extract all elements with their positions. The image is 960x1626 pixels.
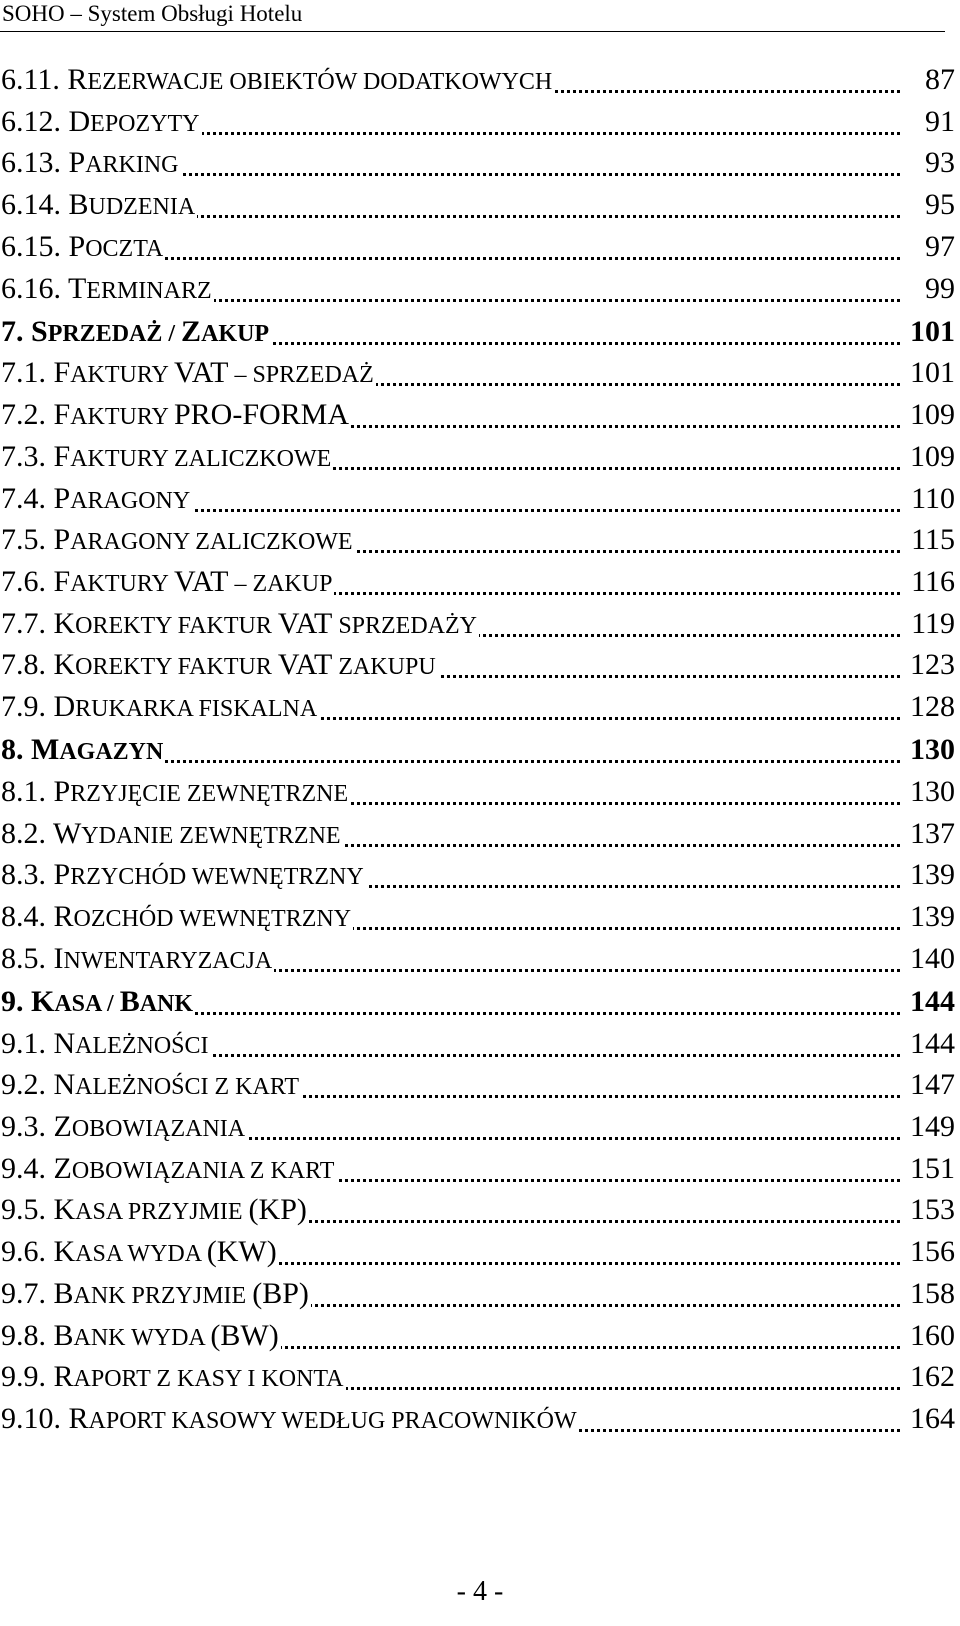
toc-entry-initial: R — [68, 1401, 89, 1435]
toc-entry-label-2: – ZAKUP — [228, 570, 333, 597]
toc-entry[interactable] — [0, 562, 960, 602]
toc-entry-initial: S — [31, 314, 48, 348]
toc-entry-initial: F — [53, 356, 71, 390]
toc-entry-label: AGAZYN — [59, 739, 164, 766]
toc-entry[interactable] — [0, 520, 960, 560]
toc-entry-title — [1, 645, 438, 687]
toc-entry[interactable] — [0, 102, 960, 142]
toc-entry-number: 7. — [1, 314, 24, 348]
toc-entry-page: 139 — [907, 897, 955, 937]
toc-entry-title — [1, 185, 197, 227]
toc-entry-title — [1, 1232, 279, 1274]
toc-entry-number: 7.6. — [1, 564, 46, 598]
toc-entry-title — [1, 730, 165, 772]
toc-entry-number: 8.2. — [1, 816, 46, 850]
toc-entry-page: 156 — [907, 1232, 955, 1272]
toc-entry[interactable] — [0, 1274, 960, 1314]
toc-entry-page: 164 — [907, 1399, 955, 1439]
toc-entry-label: OBOWIĄZANIA Z KART — [71, 1157, 335, 1184]
toc-entry-label: OZCHÓD WEWNĘTRZNY — [73, 906, 352, 932]
toc-entry-label: EZERWACJE OBIEKTÓW DODATKOWYCH — [87, 69, 553, 95]
toc-entry-title — [1, 143, 181, 185]
toc-entry-title — [1, 395, 351, 437]
toc-entry-number: 9.1. — [1, 1026, 46, 1060]
toc-entry-label: NWENTARYZACJA — [63, 947, 273, 974]
toc-entry-number: 8.5. — [1, 941, 46, 975]
toc-entry[interactable] — [0, 269, 960, 309]
toc-entry-label: RZYCHÓD WEWNĘTRZNY — [70, 864, 364, 891]
toc-entry-label: ANK PRZYJMIE — [73, 1282, 253, 1309]
toc-entry-label: AKTURY — [70, 570, 174, 597]
page-header — [0, 0, 945, 32]
toc-entry-initial: P — [53, 774, 71, 808]
toc-entry-initial-2: B — [119, 984, 140, 1018]
toc-entry-initial: F — [53, 564, 71, 598]
toc-entry-number: 7.9. — [1, 690, 46, 723]
toc-entry-title — [1, 814, 343, 856]
toc-entry-page: 128 — [907, 687, 955, 727]
toc-entry-initial-2: Z — [181, 314, 202, 348]
toc-entry-title — [1, 520, 355, 562]
toc-entry-title — [1, 1107, 247, 1149]
toc-entry-number: 7.2. — [1, 398, 46, 432]
toc-entry-number: 9.5. — [1, 1193, 46, 1227]
toc-entry-number: 9. — [1, 984, 24, 1018]
toc-entry-label: AKTURY — [70, 362, 174, 389]
toc-entry-initial: P — [53, 858, 71, 892]
toc-entry-initial: P — [53, 523, 71, 557]
toc-entry-title — [1, 1190, 309, 1232]
toc-entry-title — [1, 102, 202, 144]
toc-entry[interactable] — [0, 855, 960, 895]
toc-entry-number: 9.3. — [1, 1110, 46, 1143]
toc-entry-initial: K — [53, 648, 76, 682]
toc-entry-initial: K — [53, 1193, 76, 1227]
toc-entry[interactable] — [0, 143, 960, 183]
toc-entry-page: 95 — [922, 185, 955, 225]
toc-entry-page: 139 — [907, 855, 955, 895]
toc-entry-label-2: SPRZEDAŻY — [332, 612, 477, 639]
toc-entry-number: 6.16. — [1, 271, 61, 305]
toc-entry[interactable] — [0, 479, 960, 519]
toc-entry-page: 144 — [907, 982, 955, 1022]
toc-entry-number: 9.4. — [1, 1151, 46, 1185]
toc-entry-initial: B — [53, 1318, 74, 1352]
toc-entry-page: 144 — [907, 1024, 955, 1064]
toc-entry-initial: F — [53, 439, 71, 473]
toc-entry-initial-2: (BW) — [210, 1318, 279, 1352]
toc-entry-initial: N — [53, 1026, 76, 1060]
toc-entry-initial: P — [68, 229, 86, 263]
toc-entry-number: 7.1. — [1, 356, 46, 390]
toc-entry-title — [1, 855, 366, 897]
toc-entry-page: 93 — [922, 143, 955, 183]
toc-entry-number: 9.8. — [1, 1318, 46, 1352]
toc-entry-label: APORT KASOWY WEDŁUG PRACOWNIKÓW — [88, 1407, 577, 1434]
toc-entry-title — [1, 982, 195, 1024]
toc-entry-initial-2: (KP) — [248, 1193, 307, 1227]
toc-entry-title — [1, 687, 319, 729]
toc-entry-initial-2: (KW) — [206, 1235, 277, 1269]
toc-entry[interactable] — [0, 730, 960, 770]
header-title: SOHO – System Obsługi Hotelu — [2, 1, 303, 26]
toc-entry-label: ARAGONY ZALICZKOWE — [70, 529, 353, 556]
toc-entry-label: ASA / — [54, 990, 120, 1017]
toc-entry-label: ASA WYDA — [75, 1241, 207, 1268]
toc-entry[interactable] — [0, 604, 960, 644]
toc-entry-label-2: – SPRZEDAŻ — [228, 362, 374, 389]
toc-entry-initial: T — [67, 271, 87, 305]
toc-entry[interactable] — [0, 395, 960, 435]
toc-entry-label: PRZEDAŻ / — [47, 320, 182, 347]
toc-entry[interactable] — [0, 814, 960, 854]
toc-entry-initial: W — [52, 816, 82, 850]
toc-entry-initial: N — [53, 1068, 76, 1102]
toc-entry-initial: K — [53, 606, 76, 640]
toc-entry-initial: P — [53, 481, 71, 515]
toc-entry-number: 9.6. — [1, 1235, 46, 1269]
toc-entry-title — [1, 269, 214, 311]
toc-entry-label: OBOWIĄZANIA — [71, 1116, 246, 1142]
toc-entry-title — [1, 1065, 301, 1107]
toc-entry-label: AKTURY ZALICZKOWE — [70, 445, 332, 472]
toc-entry-title — [1, 772, 350, 814]
toc-entry-initial-2: VAT — [277, 606, 333, 640]
toc-entry-label: ARKING — [85, 152, 179, 179]
toc-entry-number: 7.7. — [1, 606, 46, 640]
toc-entry-label-2: ANK — [139, 990, 194, 1017]
toc-entry-label: EPOZYTY — [90, 110, 200, 137]
toc-entry-initial-2: (BP) — [252, 1276, 309, 1310]
toc-entry-initial-2: PRO-FORMA — [173, 398, 350, 432]
toc-entry[interactable] — [0, 772, 960, 812]
toc-entry[interactable] — [0, 1065, 960, 1105]
toc-entry[interactable] — [0, 1357, 960, 1397]
toc-entry[interactable] — [0, 60, 960, 100]
toc-entry[interactable] — [0, 1232, 960, 1272]
toc-entry-label-2: ZAKUPU — [332, 654, 436, 681]
toc-entry[interactable] — [0, 1024, 960, 1064]
toc-entry-page: 153 — [907, 1190, 955, 1230]
toc-entry-title — [1, 604, 479, 646]
toc-entry-label: RUKARKA FISKALNA — [75, 696, 318, 722]
toc-entry-initial: F — [53, 398, 71, 432]
toc-entry-label: UDZENIA — [88, 194, 196, 221]
toc-entry-label: ASA PRZYJMIE — [75, 1199, 249, 1226]
toc-entry[interactable] — [0, 939, 960, 979]
toc-entry-title — [1, 1399, 579, 1441]
toc-entry-page: 130 — [907, 730, 955, 770]
toc-entry-number: 7.5. — [1, 523, 46, 557]
toc-entry-title — [1, 437, 333, 479]
toc-entry-initial: K — [31, 984, 55, 1018]
toc-entry-page: 119 — [908, 604, 955, 644]
toc-entry[interactable] — [0, 645, 960, 685]
toc-entry-title — [1, 1149, 336, 1191]
toc-entry-number: 8.3. — [1, 858, 46, 892]
toc-entry-page: 97 — [922, 227, 955, 267]
toc-entry-number: 9.10. — [1, 1401, 61, 1435]
toc-entry[interactable] — [0, 437, 960, 477]
toc-entry-label: OREKTY FAKTUR — [75, 654, 278, 681]
toc-entry[interactable] — [0, 1399, 960, 1439]
toc-entry-page: 149 — [907, 1107, 955, 1147]
toc-entry-label: ANK WYDA — [73, 1324, 211, 1351]
toc-entry-page: 109 — [907, 395, 955, 435]
toc-entry[interactable] — [0, 312, 960, 352]
toc-entry-label-2: AKUP — [201, 320, 270, 347]
toc-entry-title — [1, 1316, 281, 1358]
toc-entry-title — [1, 60, 554, 102]
toc-entry-page: 162 — [907, 1357, 955, 1397]
toc-entry-number: 6.12. — [1, 104, 61, 138]
toc-entry-initial-2: VAT — [173, 564, 229, 598]
toc-entry-initial: K — [53, 1235, 76, 1269]
toc-entry-title — [1, 1274, 311, 1316]
toc-entry-page: 109 — [907, 437, 955, 477]
toc-entry-number: 6.14. — [1, 188, 61, 222]
toc-entry-label: AKTURY — [70, 404, 174, 431]
toc-entry-initial: D — [53, 690, 76, 723]
toc-entry-initial: R — [53, 900, 74, 933]
toc-entry-page: 87 — [922, 60, 955, 100]
toc-entry-number: 7.3. — [1, 439, 46, 473]
toc-entry-number: 8.4. — [1, 900, 46, 933]
toc-entry-page: 123 — [907, 645, 955, 685]
toc-entry-label: ARAGONY — [70, 487, 191, 514]
toc-entry[interactable] — [0, 1316, 960, 1356]
toc-entry-page: 110 — [908, 479, 955, 519]
footer-page-number: - 4 - — [456, 1576, 504, 1607]
toc-entry-page: 158 — [907, 1274, 955, 1314]
page-footer — [0, 1575, 960, 1609]
toc-entry-initial: M — [31, 733, 60, 767]
toc-entry-number: 9.2. — [1, 1068, 46, 1102]
toc-entry-page: 147 — [907, 1065, 955, 1105]
toc-entry-initial: Z — [53, 1151, 72, 1185]
toc-entry-page: 101 — [907, 353, 955, 393]
toc-entry-number: 9.9. — [1, 1360, 46, 1394]
toc-entry-page: 151 — [907, 1149, 955, 1189]
toc-entry-number: 7.4. — [1, 481, 46, 515]
toc-entry-label: APORT Z KASY I KONTA — [73, 1366, 344, 1393]
toc-entry[interactable] — [0, 353, 960, 393]
toc-entry[interactable] — [0, 1190, 960, 1230]
toc-entry-initial: Z — [53, 1110, 72, 1143]
toc-entry[interactable] — [0, 1149, 960, 1189]
toc-entry-title — [1, 939, 274, 981]
toc-entry-title — [1, 1357, 346, 1399]
toc-entry-initial: D — [68, 104, 91, 138]
toc-entry-label: YDANIE ZEWNĘTRZNE — [81, 822, 341, 849]
toc-entry-number: 9.7. — [1, 1276, 46, 1310]
toc-entry-page: 116 — [908, 562, 955, 602]
toc-entry-title — [1, 353, 376, 395]
toc-entry-page: 160 — [907, 1316, 955, 1356]
toc-entry-page: 130 — [907, 772, 955, 812]
toc-entry-label: OCZTA — [85, 235, 164, 262]
toc-entry-initial-2: VAT — [277, 648, 333, 682]
toc-entry-title — [1, 562, 334, 604]
toc-entry-label: ALEŻNOŚCI Z KART — [75, 1074, 300, 1101]
toc-entry-initial: B — [68, 188, 89, 222]
toc-entry-number: 7.8. — [1, 648, 46, 682]
toc-entry[interactable] — [0, 687, 960, 727]
toc-entry[interactable] — [0, 227, 960, 267]
toc-entry-number: 6.13. — [1, 146, 61, 180]
toc-entry-number: 8. — [1, 733, 24, 767]
toc-entry-title — [1, 227, 165, 269]
toc-entry-initial-2: VAT — [173, 356, 229, 390]
toc-entry-initial: P — [68, 146, 86, 180]
toc-entry[interactable] — [0, 897, 960, 937]
toc-entry-initial: B — [53, 1276, 74, 1310]
toc-entry-title — [1, 312, 271, 354]
toc-entry-initial: R — [53, 1360, 74, 1394]
toc-entry-label: RZYJĘCIE ZEWNĘTRZNE — [70, 780, 349, 807]
toc-entry-page: 99 — [922, 269, 955, 309]
toc-entry-title — [1, 897, 353, 939]
toc-entry-initial: R — [67, 63, 88, 96]
toc-entry-label: ERMINARZ — [86, 277, 212, 304]
toc-entry-number: 8.1. — [1, 774, 46, 808]
toc-entry[interactable] — [0, 982, 960, 1022]
toc-entry-page: 140 — [907, 939, 955, 979]
toc-entry-page: 91 — [922, 102, 955, 142]
toc-entry-page: 115 — [908, 520, 955, 560]
toc-entry-label: OREKTY FAKTUR — [75, 612, 278, 639]
toc-entry-title — [1, 1024, 211, 1066]
toc-entry-number: 6.11. — [1, 63, 60, 96]
toc-entry-number: 6.15. — [1, 229, 61, 263]
toc-entry-title — [1, 479, 192, 521]
toc-entry-initial: I — [53, 941, 64, 975]
toc-entry[interactable] — [0, 1107, 960, 1147]
toc-entry-label: ALEŻNOŚCI — [75, 1032, 209, 1059]
toc-entry-page: 101 — [907, 312, 955, 352]
toc-entry[interactable] — [0, 185, 960, 225]
toc-entry-page: 137 — [907, 814, 955, 854]
